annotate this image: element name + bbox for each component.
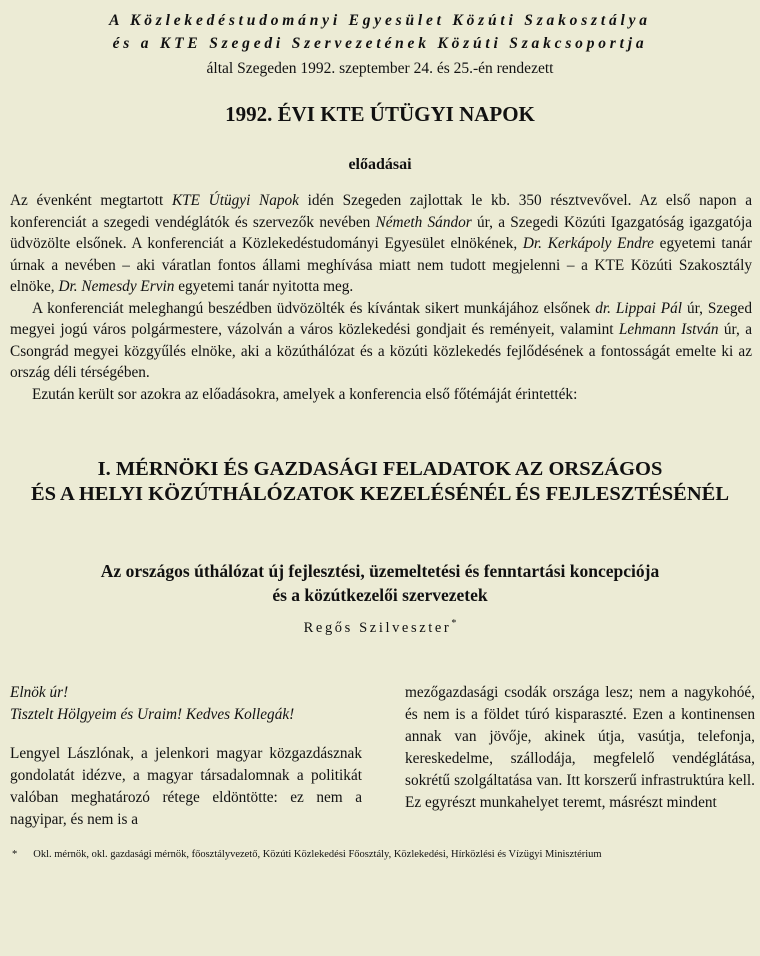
footnote-reference: * — [451, 618, 457, 629]
person-name: Dr. Nemesdy Ervin — [58, 278, 175, 295]
article-title — [0, 559, 760, 607]
section-heading — [0, 457, 760, 507]
person-name: Németh Sándor — [375, 213, 472, 231]
intro-paragraph-1 — [10, 190, 752, 298]
header-line-3: által Szegeden 1992. szeptember 24. és 25.-én rendezett — [206, 60, 554, 77]
event-name: KTE Útügyi Napok — [171, 192, 299, 209]
header-line-2: és a KTE Szegedi Szervezetének Közúti Szakcsoportja — [112, 35, 648, 52]
text-run: egyetemi tanár nyitotta meg. — [174, 278, 354, 295]
page-subtitle: előadásai — [348, 156, 412, 173]
article-author — [0, 618, 760, 637]
spacer — [10, 726, 362, 743]
text-run: úr, a Szegedi Közúti Igazgatóság igazgatója üdvözölte elsőnek. A konferenciát a Közlekedéstudományi Egyesület elnökének, — [10, 213, 752, 252]
intro-paragraph-2 — [10, 298, 752, 384]
text-run: A konferenciát meleghangú beszédben üdvözölték és kívántak sikert munkájához elsőnek — [32, 299, 596, 317]
text-run: idén Szegeden zajlottak le kb. 350 résztvevővel. Az első napon a konferenciát a szegedi vendéglátók és szervezők nevében — [10, 192, 753, 231]
salutation-line-2: Tisztelt Hölgyeim és Uraim! Kedves Kollegák! — [10, 706, 295, 723]
person-name: dr. Lippai Pál — [595, 299, 683, 317]
left-column — [10, 682, 362, 831]
header-line-1: A Közlekedéstudományi Egyesület Közúti Szakosztálya — [109, 12, 651, 29]
author-name: Regős Szilveszter — [303, 619, 452, 636]
right-column — [405, 682, 755, 814]
text-run: úr, a Csongrád megyei közgyűlés elnöke, aki a közúthálózat és a közúti közlekedés fejlődésének a fontosságát emelte ki az ország déli térségében. — [10, 321, 752, 381]
body-paragraph-left: Lengyel Lászlónak, a jelenkori magyar közgazdásznak gondolatát idézve, a magyar társadalomnak a politikát valóban meghatározó rétege eldöntötte: ez nem a nagyipar, és nem is a — [10, 745, 362, 828]
footnote-text: Okl. mérnök, okl. gazdasági mérnök, főosztályvezető, Közúti Közlekedési Főosztály, Közlekedési, Hírközlési és Vízügyi Minisztérium — [33, 849, 602, 860]
person-name: Dr. Kerkápoly Endre — [522, 235, 654, 252]
footnote — [12, 848, 752, 862]
page-title: 1992. ÉVI KTE ÚTÜGYI NAPOK — [225, 102, 535, 126]
article-title-line-1: Az országos úthálózat új fejlesztési, üzemeltetési és fenntartási koncepciója — [100, 561, 660, 581]
text-run: úr, Szeged megyei jogú város polgármestere, vázolván a város közlekedési gondjait és reményeit, valamint — [10, 299, 752, 338]
section-heading-line-1: I. MÉRNÖKI ÉS GAZDASÁGI FELADATOK AZ ORSZÁGOS — [97, 458, 663, 480]
intro-paragraph-3: Ezután került sor azokra az előadásokra, amelyek a konferencia első főtémáját érintették: — [32, 385, 578, 403]
person-name: Lehmann István — [618, 321, 719, 338]
intro-text — [10, 190, 752, 405]
footnote-mark: * — [12, 849, 18, 860]
salutation-line-1: Elnök úr! — [10, 684, 69, 701]
article-title-line-2: és a közútkezelői szervezetek — [272, 585, 488, 605]
section-heading-line-2: ÉS A HELYI KÖZÚTHÁLÓZATOK KEZELÉSÉNÉL ÉS FEJLESZTÉSÉNÉL — [30, 483, 730, 505]
text-run: Az évenként megtartott — [10, 192, 172, 209]
text-run: egyetemi tanár úrnak a nevében – aki váratlan fontos állami meghívása miatt nem tudott megjelenni – a KTE Közúti Szakosztály elnöke, — [10, 235, 752, 295]
body-paragraph-right: mezőgazdasági csodák országa lesz; nem a nagykohóé, és nem is a földet túró kisparaszté. Ezen a kontinensen annak van jövője, akinek útja, vasútja, telefonja, kereskedelme, szállodája, megfelelő vendéglátása, sokrétű szolgáltatása van. Itt korszerű infrastruktúra kell. Ez egyrészt munkahelyet teremt, másrészt mindent — [405, 684, 755, 811]
